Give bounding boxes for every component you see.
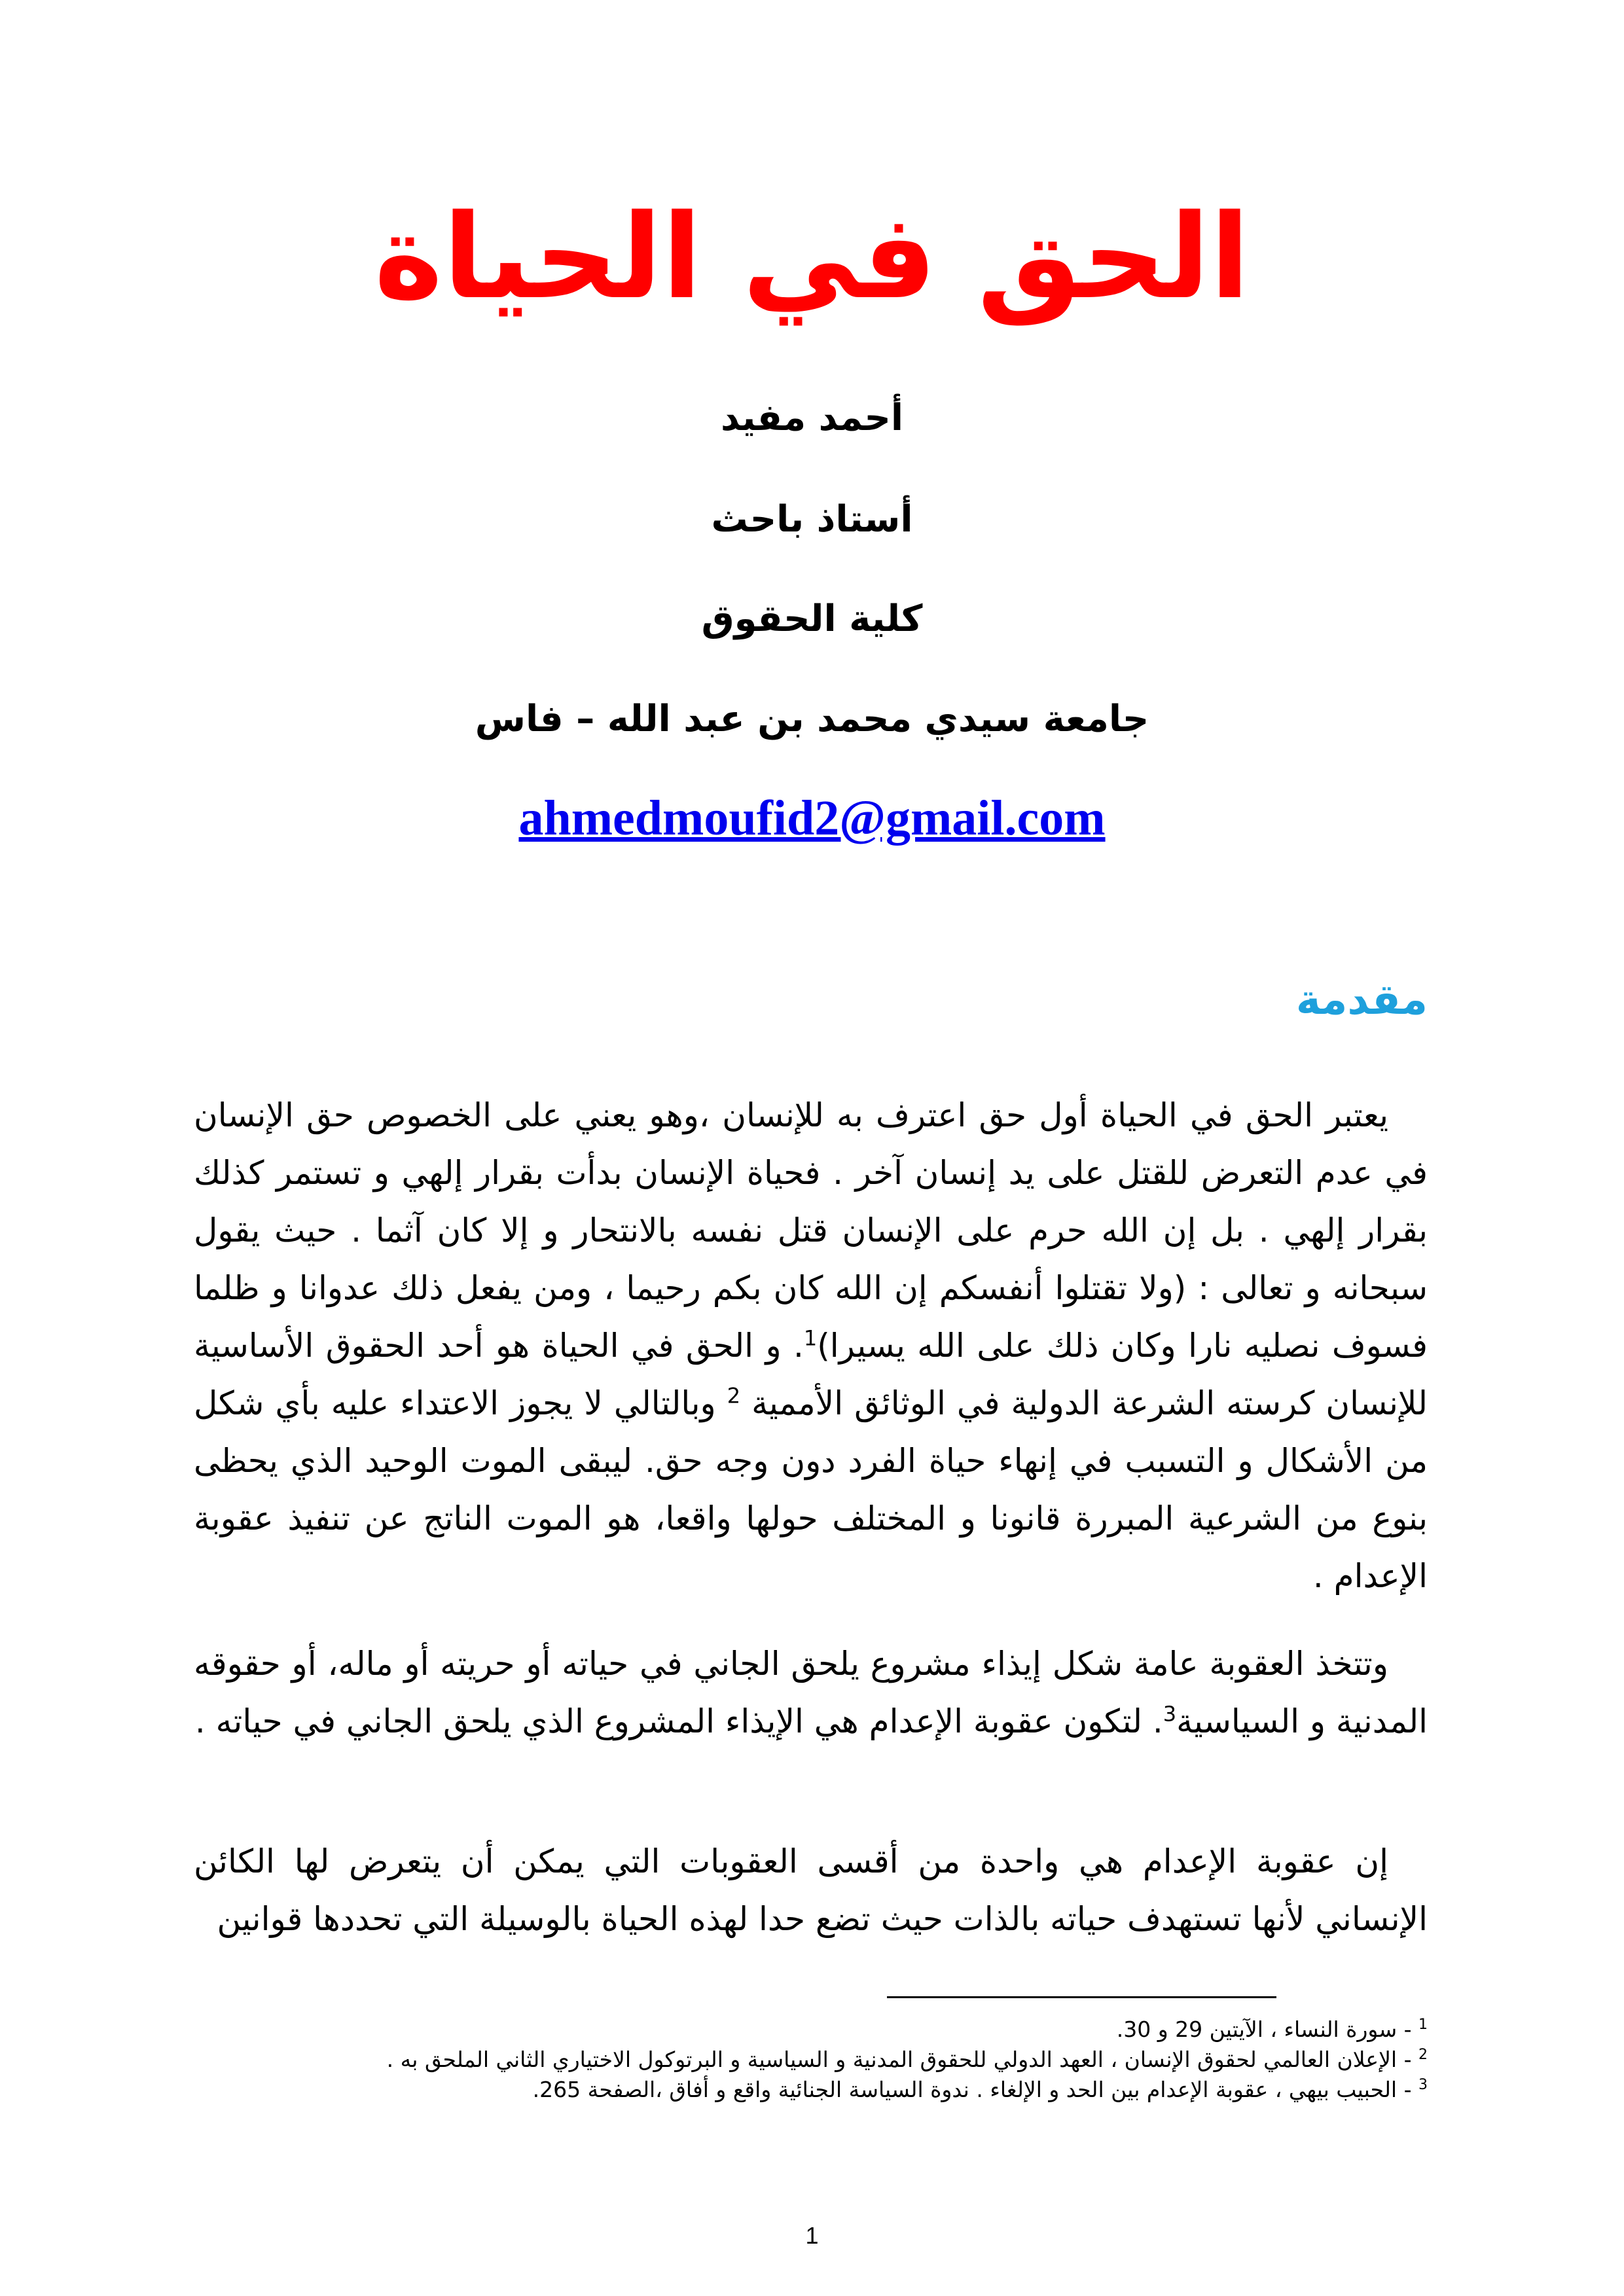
paragraph-3-text: إن عقوبة الإعدام هي واحدة من أقسى العقوبات التي يمكن أن يتعرض لها الكائن الإنساني لأنها تستهدف حياته بالذات حيث تضع حدا لهذه الحياة بالوسيلة التي تحددها قوانين [194, 1842, 1428, 1938]
footnote-3-number: 3 [1418, 2077, 1428, 2093]
author-email-text[interactable]: ahmedmoufid2@gmail.com [518, 791, 1106, 846]
footnote-3-text: - الحبيب بيهي ، عقوبة الإعدام بين الحد و الإلغاء . ندوة السياسة الجنائية واقع و أفاق ،الصفحة 265. [532, 2077, 1412, 2102]
footnote-1-number: 1 [1418, 2017, 1428, 2033]
footnote-1-text: - سورة النساء ، الآيتين 29 و 30. [1116, 2017, 1412, 2042]
author-faculty: كلية الحقوق [701, 598, 923, 640]
footnote-3 [194, 2075, 1428, 2105]
footnote-2-number: 2 [1418, 2047, 1428, 2063]
footnote-1 [194, 2015, 1428, 2045]
paragraph-1-text-c: وبالتالي لا يجوز الاعتداء عليه بأي شكل من الأشكال و التسبب في إنهاء حياة الفرد دون وجه حق. ليبقى الموت الوحيد الذي يحظى بنوع من الشرعية المبررة قانونا و المختلف حولها واقعا، هو الموت الناتج عن تنفيذ عقوبة الإعدام . [194, 1384, 1428, 1595]
author-position: أستاذ باحث [711, 498, 913, 541]
document-title: الحق في الحياة [374, 189, 1250, 325]
footnote-ref-1[interactable]: 1 [803, 1325, 818, 1351]
paragraph-1-text-a: يعتبر الحق في الحياة أول حق اعترف به للإنسان ،وهو يعني على الخصوص حق الإنسان في عدم التعرض للقتل على يد إنسان آخر . فحياة الإنسان بدأت بقرار إلهي و تستمر كذلك بقرار إلهي . بل إن الله حرم على الإنسان قتل نفسه بالانتحار و إلا كان آثما . حيث يقول سبحانه و تعالى : (ولا تقتلوا أنفسكم إن الله كان بكم رحيما ، ومن يفعل ذلك عدوانا و ظلما فسوف نصليه نارا وكان ذلك على الله يسيرا) [194, 1096, 1428, 1365]
author-name: أحمد مفيد [720, 397, 904, 439]
paragraph-3 [194, 1833, 1428, 1948]
paragraph-1 [194, 1086, 1428, 1605]
footnote-ref-2[interactable]: 2 [727, 1383, 741, 1408]
page-number: 1 [805, 2222, 819, 2249]
footnote-separator [887, 1996, 1276, 1998]
author-email-link[interactable] [0, 789, 1624, 848]
footnote-2 [194, 2045, 1428, 2075]
paragraph-2 [194, 1635, 1428, 1750]
author-university: جامعة سيدي محمد بن عبد الله – فاس [475, 698, 1149, 740]
footnote-ref-3[interactable]: 3 [1163, 1701, 1177, 1727]
paragraph-2-text-b: . لتكون عقوبة الإعدام هي الإيذاء المشروع الذي يلحق الجاني في حياته . [194, 1702, 1163, 1740]
paragraph-1-text-b: . و الحق في الحياة هو أحد الحقوق الأساسية للإنسان كرسته الشرعة الدولية في الوثائق الأممية [194, 1327, 1428, 1422]
paragraph-2-text-a: وتتخذ العقوبة عامة شكل إيذاء مشروع يلحق الجاني في حياته أو حريته أو ماله، أو حقوقه المدنية و السياسية [194, 1645, 1428, 1740]
footnotes [194, 2015, 1428, 2105]
section-heading: مقدمة [1295, 976, 1428, 1024]
footnote-2-text: - الإعلان العالمي لحقوق الإنسان ، العهد الدولي للحقوق المدنية و السياسية و البرتوكول الاختياري الثاني الملحق به . [386, 2047, 1412, 2072]
